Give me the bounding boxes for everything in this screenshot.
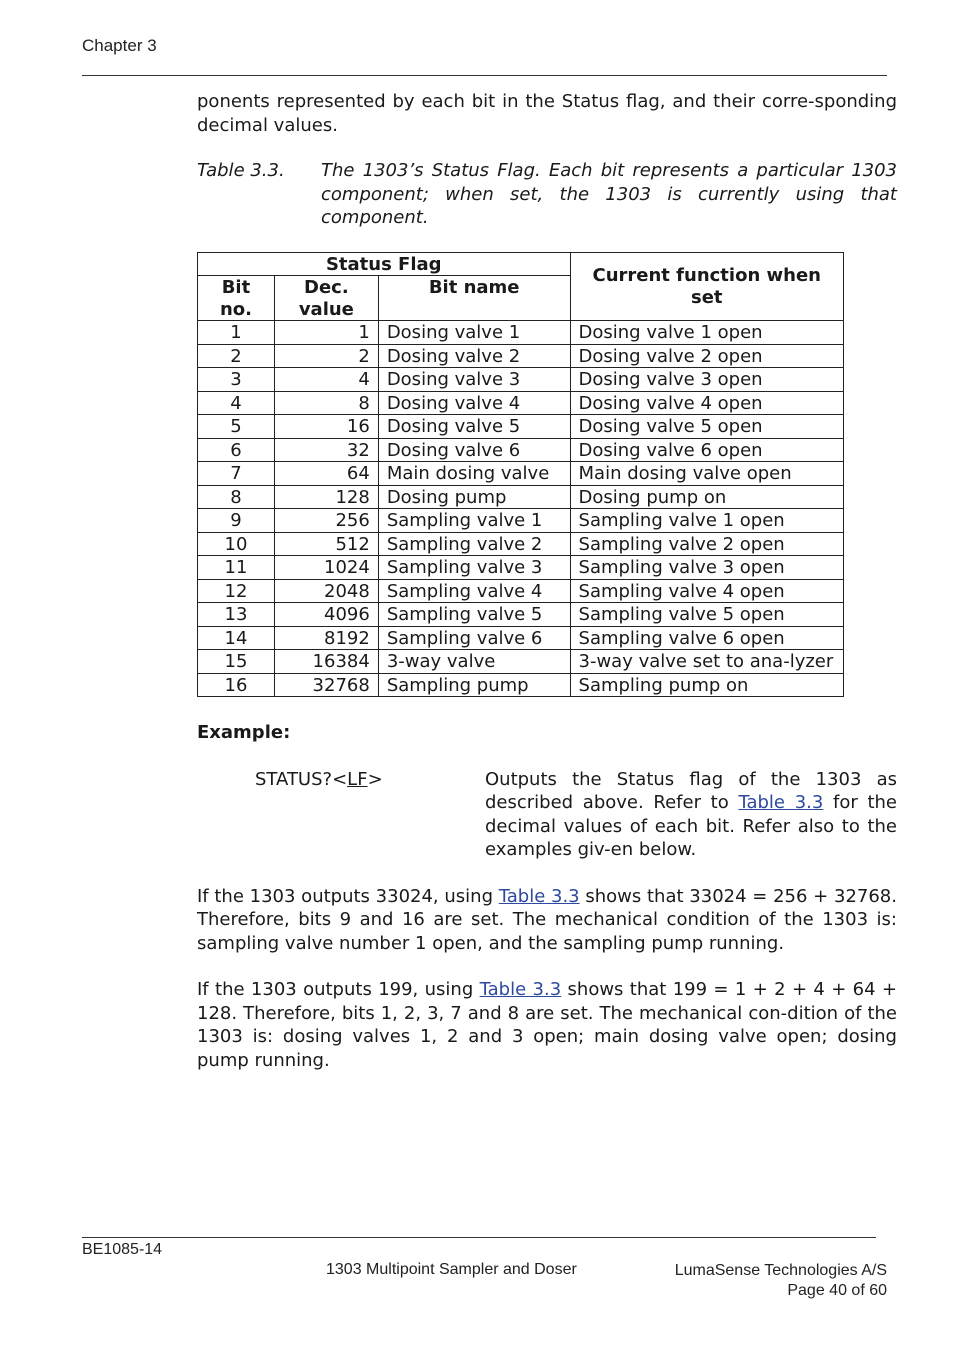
command-lf: LF bbox=[347, 768, 368, 790]
command-suffix: > bbox=[367, 768, 383, 790]
function-cell: Dosing pump on bbox=[570, 485, 843, 509]
intro-paragraph: ponents represented by each bit in the Status flag, and their corre-sponding decimal values. bbox=[197, 91, 897, 136]
table-row bbox=[198, 650, 844, 674]
function-cell: Sampling valve 3 open bbox=[570, 556, 843, 580]
table-row bbox=[198, 579, 844, 603]
bit-name-cell: Dosing valve 6 bbox=[378, 438, 570, 462]
table-row bbox=[198, 673, 844, 697]
bit-name-header: Bit name bbox=[378, 276, 570, 321]
bit-name-cell: Sampling valve 6 bbox=[378, 626, 570, 650]
page-content bbox=[197, 90, 897, 1072]
bit-name-cell: Dosing valve 4 bbox=[378, 391, 570, 415]
bit-no-cell: 3 bbox=[198, 368, 275, 392]
footer-company: LumaSense Technologies A/S bbox=[674, 1262, 887, 1279]
function-cell: Main dosing valve open bbox=[570, 462, 843, 486]
table-row bbox=[198, 532, 844, 556]
bit-no-cell: 11 bbox=[198, 556, 275, 580]
table-row bbox=[198, 603, 844, 627]
status-flag-table bbox=[197, 252, 844, 698]
status-flag-group-header: Status Flag bbox=[198, 252, 571, 276]
dec-value-cell: 1 bbox=[274, 321, 378, 345]
bit-name-cell: Sampling valve 2 bbox=[378, 532, 570, 556]
bit-no-cell: 6 bbox=[198, 438, 275, 462]
example-desc-part2: for the decimal values of each bit. Refer also to the examples giv-en below. bbox=[485, 792, 898, 860]
function-cell: Sampling valve 4 open bbox=[570, 579, 843, 603]
function-cell: Sampling pump on bbox=[570, 673, 843, 697]
current-function-header: Current function when set bbox=[570, 252, 843, 321]
bit-no-cell: 5 bbox=[198, 415, 275, 439]
bit-name-cell: Dosing valve 3 bbox=[378, 368, 570, 392]
table-caption bbox=[197, 159, 897, 230]
dec-value-cell: 256 bbox=[274, 509, 378, 533]
example-description bbox=[485, 768, 897, 862]
bit-name-cell: 3-way valve bbox=[378, 650, 570, 674]
dec-value-header: Dec. value bbox=[274, 276, 378, 321]
dec-value-cell: 512 bbox=[274, 532, 378, 556]
dec-value-cell: 16384 bbox=[274, 650, 378, 674]
table-row bbox=[198, 344, 844, 368]
bit-name-cell: Dosing valve 5 bbox=[378, 415, 570, 439]
table-3-3-link[interactable]: Table 3.3 bbox=[479, 979, 562, 1000]
bit-name-cell: Dosing valve 1 bbox=[378, 321, 570, 345]
dec-value-cell: 64 bbox=[274, 462, 378, 486]
example-command bbox=[197, 768, 485, 862]
dec-value-cell: 8192 bbox=[274, 626, 378, 650]
bit-name-cell: Main dosing valve bbox=[378, 462, 570, 486]
table-row bbox=[198, 462, 844, 486]
table-row bbox=[198, 509, 844, 533]
header-rule bbox=[82, 75, 887, 76]
dec-value-cell: 32768 bbox=[274, 673, 378, 697]
bit-name-cell: Sampling valve 1 bbox=[378, 509, 570, 533]
bit-no-cell: 12 bbox=[198, 579, 275, 603]
table-row bbox=[198, 321, 844, 345]
function-cell: Sampling valve 2 open bbox=[570, 532, 843, 556]
function-cell: Sampling valve 1 open bbox=[570, 509, 843, 533]
status-flag-table-body bbox=[198, 321, 844, 697]
bit-no-cell: 7 bbox=[198, 462, 275, 486]
bit-no-cell: 13 bbox=[198, 603, 275, 627]
footer-page-number: Page 40 of 60 bbox=[787, 1282, 887, 1299]
paragraph-33024-part2: shows that 33024 = 256 + 32768. Therefore, bits 9 and 16 are set. The mechanical condition of the 1303 is: sampling valve number 1 open, and the sampling pump running. bbox=[197, 885, 897, 954]
footer-rule bbox=[82, 1237, 876, 1238]
table-caption-text: The 1303’s Status Flag. Each bit represents a particular 1303 component; when set, the 1303 is currently using that component. bbox=[321, 160, 897, 228]
bit-name-cell: Dosing pump bbox=[378, 485, 570, 509]
function-cell: 3-way valve set to ana-lyzer bbox=[570, 650, 843, 674]
footer-doc-id: BE1085-14 bbox=[82, 1241, 163, 1258]
bit-no-cell: 2 bbox=[198, 344, 275, 368]
function-cell: Sampling valve 6 open bbox=[570, 626, 843, 650]
dec-value-cell: 128 bbox=[274, 485, 378, 509]
example-desc-part1: Outputs the Status flag of the 1303 as described above. Refer to bbox=[485, 768, 897, 813]
bit-name-cell: Dosing valve 2 bbox=[378, 344, 570, 368]
bit-name-cell: Sampling valve 5 bbox=[378, 603, 570, 627]
bit-name-cell: Sampling valve 4 bbox=[378, 579, 570, 603]
table-row bbox=[198, 391, 844, 415]
paragraph-199-part1: If the 1303 outputs 199, using bbox=[197, 979, 480, 1000]
bit-no-header: Bit no. bbox=[198, 276, 275, 321]
paragraph-33024 bbox=[197, 885, 897, 956]
bit-no-cell: 14 bbox=[198, 626, 275, 650]
table-3-3-link[interactable]: Table 3.3 bbox=[738, 792, 824, 813]
bit-name-cell: Sampling pump bbox=[378, 673, 570, 697]
table-row bbox=[198, 626, 844, 650]
bit-name-cell: Sampling valve 3 bbox=[378, 556, 570, 580]
dec-value-cell: 32 bbox=[274, 438, 378, 462]
table-row bbox=[198, 485, 844, 509]
table-row bbox=[198, 438, 844, 462]
running-head: Chapter 3 bbox=[82, 36, 157, 55]
dec-value-cell: 16 bbox=[274, 415, 378, 439]
table-row bbox=[198, 368, 844, 392]
bit-no-cell: 9 bbox=[198, 509, 275, 533]
footer-company-page bbox=[675, 1261, 887, 1301]
dec-value-cell: 4 bbox=[274, 368, 378, 392]
dec-value-cell: 8 bbox=[274, 391, 378, 415]
function-cell: Dosing valve 1 open bbox=[570, 321, 843, 345]
bit-no-cell: 16 bbox=[198, 673, 275, 697]
bit-no-cell: 10 bbox=[198, 532, 275, 556]
bit-no-cell: 1 bbox=[198, 321, 275, 345]
command-prefix: STATUS?< bbox=[255, 768, 348, 790]
function-cell: Dosing valve 3 open bbox=[570, 368, 843, 392]
dec-value-cell: 2048 bbox=[274, 579, 378, 603]
footer-product: 1303 Multipoint Sampler and Doser bbox=[326, 1261, 577, 1278]
bit-no-cell: 4 bbox=[198, 391, 275, 415]
table-row bbox=[198, 415, 844, 439]
bit-no-cell: 8 bbox=[198, 485, 275, 509]
dec-value-cell: 4096 bbox=[274, 603, 378, 627]
bit-no-cell: 15 bbox=[198, 650, 275, 674]
paragraph-199 bbox=[197, 978, 897, 1072]
table-row bbox=[198, 556, 844, 580]
function-cell: Sampling valve 5 open bbox=[570, 603, 843, 627]
dec-value-cell: 2 bbox=[274, 344, 378, 368]
function-cell: Dosing valve 5 open bbox=[570, 415, 843, 439]
dec-value-cell: 1024 bbox=[274, 556, 378, 580]
paragraph-199-part2: shows that 199 = 1 + 2 + 4 + 64 + 128. Therefore, bits 1, 2, 3, 7 and 8 are set. The mechanical con-dition of the 1303 is: dosing valves 1, 2 and 3 open; main dosing valve open; dosing pump running. bbox=[197, 979, 897, 1071]
function-cell: Dosing valve 4 open bbox=[570, 391, 843, 415]
table-caption-label: Table 3.3. bbox=[197, 160, 285, 181]
function-cell: Dosing valve 2 open bbox=[570, 344, 843, 368]
example-row bbox=[197, 768, 897, 862]
table-3-3-link[interactable]: Table 3.3 bbox=[498, 885, 580, 907]
example-heading: Example: bbox=[197, 722, 291, 743]
function-cell: Dosing valve 6 open bbox=[570, 438, 843, 462]
paragraph-33024-part1: If the 1303 outputs 33024, using bbox=[197, 885, 499, 907]
